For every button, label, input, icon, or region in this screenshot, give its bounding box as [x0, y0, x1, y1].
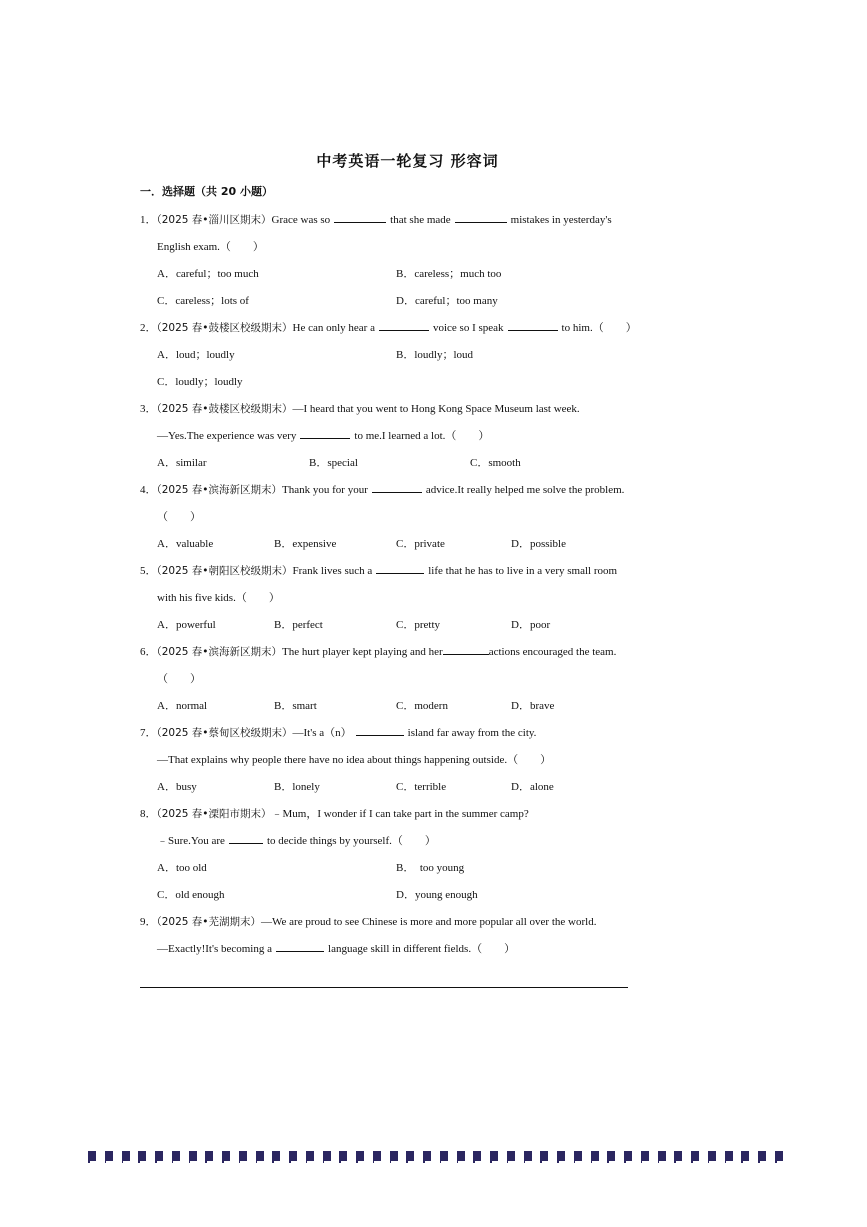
option-b: B．lonely	[274, 781, 320, 793]
footer-flag-icon	[440, 1151, 448, 1161]
option-a: A．powerful	[157, 619, 216, 631]
question-4-line-2: （ ）	[157, 511, 201, 523]
footer-flag-icon	[406, 1151, 414, 1161]
footer-flag-icon	[205, 1151, 213, 1161]
question-6-line-2: （ ）	[157, 673, 201, 685]
option-c: C．careless；lots of	[157, 295, 249, 307]
footer-flag-icon	[674, 1151, 682, 1161]
option-a: A．similar	[157, 457, 207, 469]
option-c: C．modern	[396, 700, 448, 712]
footer-flag-icon	[390, 1151, 398, 1161]
answer-blank	[372, 482, 422, 493]
question-7-line-1: 7．（2025 春•蔡甸区校级期末）—It's a（n） island far away from the city.	[140, 727, 537, 739]
footer-flag-icon	[289, 1151, 297, 1161]
option-d: D．poor	[511, 619, 551, 631]
option-c: C．private	[396, 538, 445, 550]
option-c: C．loudly；loudly	[157, 376, 243, 388]
option-a: A．valuable	[157, 538, 214, 550]
footer-flag-icon	[306, 1151, 314, 1161]
answer-blank	[455, 212, 507, 223]
footer-flag-icon	[524, 1151, 532, 1161]
footer-flag-icon	[189, 1151, 197, 1161]
question-3-line-1: 3．（2025 春•鼓楼区校级期末）—I heard that you went to Hong Kong Space Museum last week.	[140, 403, 580, 415]
page-title: 中考英语一轮复习 形容词	[316, 152, 499, 170]
answer-blank	[334, 212, 386, 223]
question-5-line-1: 5．（2025 春•朝阳区校级期末）Frank lives such a life that he has to live in a very small room	[140, 565, 618, 577]
option-a: A．too old	[157, 862, 207, 874]
footer-flag-icon	[256, 1151, 264, 1161]
question-8-line-1: 8．（2025 春•溧阳市期末）﹣Mum，I wonder if I can take part in the summer camp?	[140, 808, 529, 820]
question-9-line-1: 9．（2025 春•芜湖期末）—We are proud to see Chinese is more and more popular all over the world.	[140, 916, 597, 928]
footer-flag-icon	[457, 1151, 465, 1161]
option-b: B．careless；much too	[396, 268, 502, 280]
footer-flag-icon	[641, 1151, 649, 1161]
question-6-line-1: 6．（2025 春•滨海新区期末）The hurt player kept playing and her actions encouraged the team.	[140, 646, 617, 658]
option-b: B．smart	[274, 700, 317, 712]
answer-blank	[276, 941, 324, 952]
footer-flag-icon	[624, 1151, 632, 1161]
question-8-line-2: ﹣Sure.You are to decide things by yourself.（ ）	[157, 835, 436, 847]
question-3-line-2: —Yes.The experience was very to me.I learned a lot.（ ）	[157, 430, 490, 442]
footer-flag-icon	[725, 1151, 733, 1161]
option-d: D．careful；too many	[396, 295, 498, 307]
footer-flag-icon	[272, 1151, 280, 1161]
footer-flag-icon	[540, 1151, 548, 1161]
question-source: （2025 春•淄川区期末）	[156, 214, 272, 226]
footer-flag-icon	[758, 1151, 766, 1161]
footer-flag-icon	[155, 1151, 163, 1161]
answer-blank	[379, 320, 429, 331]
answer-blank	[508, 320, 558, 331]
option-a: A．normal	[157, 700, 208, 712]
footer-flag-icon	[658, 1151, 666, 1161]
footer-flag-icon	[373, 1151, 381, 1161]
footer-flag-icon	[591, 1151, 599, 1161]
option-c: C．terrible	[396, 781, 447, 793]
option-d: D．brave	[511, 700, 555, 712]
answer-blank	[300, 428, 350, 439]
footer-flag-icon	[507, 1151, 515, 1161]
option-b: B．loudly；loud	[396, 349, 474, 361]
question-1-line-1: 1．（2025 春•淄川区期末）Grace was so that she made mistakes in yesterday's	[140, 214, 612, 226]
option-b: B． too young	[396, 862, 465, 874]
option-c: C．old enough	[157, 889, 225, 901]
option-d: D．possible	[511, 538, 566, 550]
question-1-line-2: English exam.（ ）	[157, 241, 264, 253]
footer-flag-icon	[105, 1151, 113, 1161]
option-d: D．young enough	[396, 889, 478, 901]
footer-flag-icon	[691, 1151, 699, 1161]
question-2-line-1: 2．（2025 春•鼓楼区校级期末）He can only hear a voice so I speak to him.（ ）	[140, 322, 637, 334]
footer-flag-border	[88, 1151, 783, 1163]
footer-flag-icon	[356, 1151, 364, 1161]
option-c: C．smooth	[470, 457, 521, 469]
footer-flag-icon	[88, 1151, 96, 1161]
footer-flag-icon	[708, 1151, 716, 1161]
answer-blank	[376, 563, 424, 574]
footer-flag-icon	[557, 1151, 565, 1161]
answer-blank	[229, 833, 263, 844]
question-5-line-2: with his five kids.（ ）	[157, 592, 280, 604]
option-a: A．careful；too much	[157, 268, 259, 280]
footer-flag-icon	[423, 1151, 431, 1161]
footer-flag-icon	[323, 1151, 331, 1161]
footer-flag-icon	[172, 1151, 180, 1161]
footer-flag-icon	[222, 1151, 230, 1161]
question-7-line-2: —That explains why people there have no idea about things happening outside.（ ）	[157, 754, 552, 766]
option-b: B．expensive	[274, 538, 337, 550]
footer-flag-icon	[339, 1151, 347, 1161]
answer-blank	[356, 725, 404, 736]
option-b: B．special	[309, 457, 358, 469]
page-bottom-rule	[140, 987, 628, 988]
footer-flag-icon	[473, 1151, 481, 1161]
footer-flag-icon	[574, 1151, 582, 1161]
question-9-line-2: —Exactly!It's becoming a language skill in different fields.（ ）	[157, 943, 516, 955]
option-c: C．pretty	[396, 619, 440, 631]
footer-flag-icon	[138, 1151, 146, 1161]
footer-flag-icon	[239, 1151, 247, 1161]
footer-flag-icon	[122, 1151, 130, 1161]
footer-flag-icon	[775, 1151, 783, 1161]
option-a: A．loud；loudly	[157, 349, 235, 361]
question-number: 1．	[140, 214, 157, 226]
question-4-line-1: 4．（2025 春•滨海新区期末）Thank you for your advice.It really helped me solve the problem.	[140, 484, 625, 496]
option-d: D．alone	[511, 781, 554, 793]
answer-blank	[443, 644, 489, 655]
footer-flag-icon	[741, 1151, 749, 1161]
option-a: A．busy	[157, 781, 197, 793]
option-b: B．perfect	[274, 619, 323, 631]
footer-flag-icon	[607, 1151, 615, 1161]
footer-flag-icon	[490, 1151, 498, 1161]
section-heading: 一．选择题（共 20 小题）	[140, 185, 273, 198]
